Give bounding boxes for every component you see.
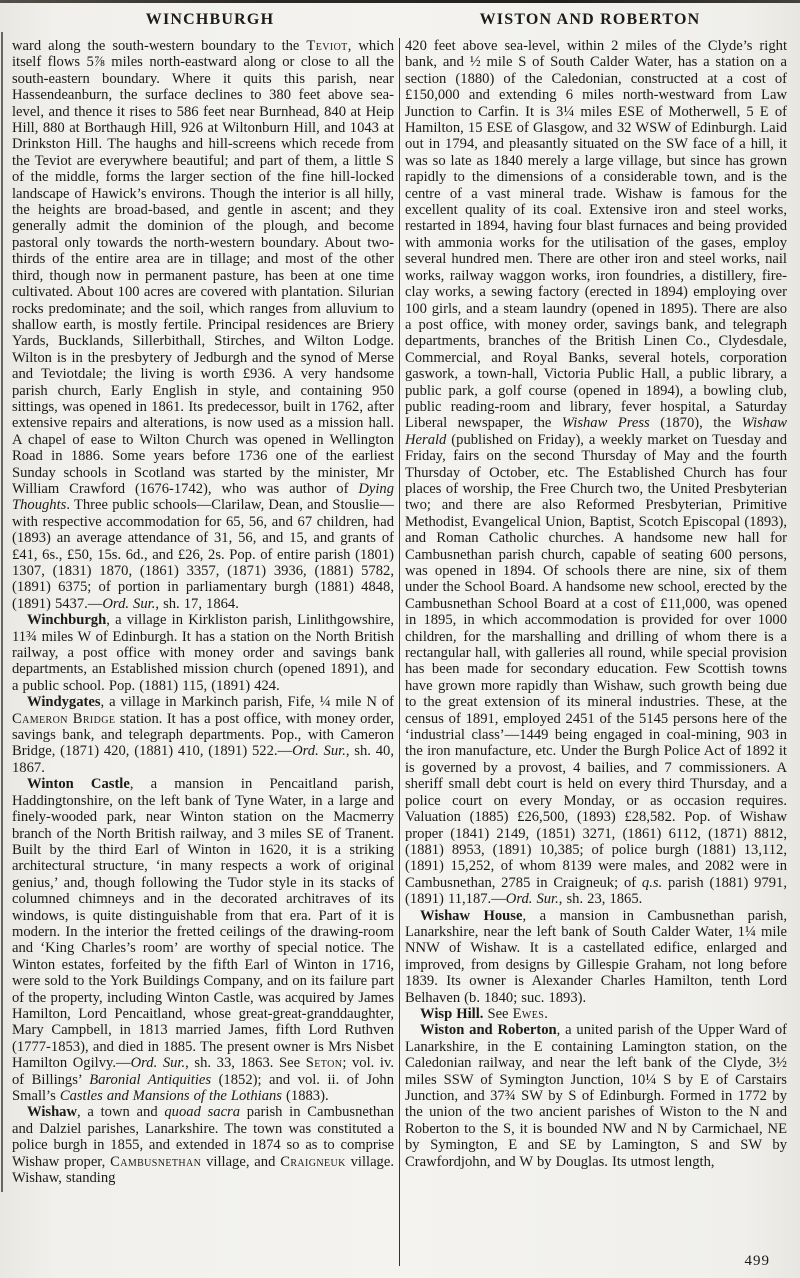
text-run: , sh. 17, 1864.: [155, 595, 239, 612]
paragraph: [405, 908, 787, 1006]
text-block: [12, 38, 790, 1266]
paragraph: [405, 38, 787, 908]
italic-title: q.s.: [641, 874, 663, 891]
scan-edge-top: [0, 0, 800, 3]
paragraph: [12, 612, 394, 694]
column-divider-rule: [399, 38, 400, 1266]
text-run: village, and: [201, 1153, 281, 1170]
right-column: [405, 38, 787, 1266]
text-run: , a town and: [77, 1104, 165, 1121]
text-run: , sh. 40, 1867.: [12, 743, 394, 776]
small-caps-reference: Cameron Bridge: [12, 710, 116, 727]
text-run: ward along the south-western boundary to the: [12, 38, 307, 54]
small-caps-reference: Teviot: [306, 38, 348, 54]
italic-title: Ord. Sur.: [505, 891, 559, 908]
text-run: parish (1881) 9791, (1891) 11,187.—: [405, 874, 788, 908]
italic-title: Ord. Sur.: [130, 1055, 186, 1072]
page-number: 499: [744, 1253, 770, 1269]
text-run: parish in Cambusnethan and Dalziel parishes, Lanarkshire. The town was constituted a police burgh in 1855, and extended in 1874 so as to comprise Wishaw proper,: [12, 1104, 394, 1170]
italic-title: Dying Thoughts: [12, 480, 394, 514]
text-run: , a mansion in Pencaitland parish, Haddingtonshire, on the left bank of Tyne Water, in a large and finely-wooded park, near Winton station on the Macmerry branch of the North British railway, and 3 miles SE of Tranent. Built by the third Earl of Winton in 1620, it is a striking architectural structure, ‘in many respects a work of original genius,’ and, though following the Tudor style in its stacks of columned chimneys and in the decorated architraves of its windows, is quite distinguishable from that era. Part of it is modern. In the interior the fretted ceilings of the drawing-room and ‘King Charles’s room’ are worthy of special notice. The Winton estates, forfeited by the fifth Earl of Winton in 1716, were sold to the York Buildings Company, and on its failure part of the property, including Winton Castle, was acquired by James Hamilton, Lord Pencaitland, whose great-great-granddaughter, Mary Campbell, in 1813 married James, fifth Lord Ruthven (1777-1853), and died in 1885. The present owner is Mrs Nisbet Hamilton Ogilvy.—: [12, 776, 394, 1072]
text-run: (1870), the: [649, 415, 742, 432]
small-caps-reference: Seton: [305, 1055, 343, 1072]
paragraph: [12, 38, 394, 612]
scan-edge-left: [1, 32, 3, 1192]
entry-name: Windygates: [27, 694, 101, 711]
text-run: (1883).: [281, 1088, 329, 1104]
text-run: , a village in Kirkliston parish, Linlithgowshire, 11¾ miles W of Edinburgh. It has a station on the North British railway, a post office with money order and savings bank departments, an Established mission church (opened 1891), and a public school. Pop. (1881) 115, (1891) 424.: [12, 612, 394, 694]
text-run: , which itself flows 5⅞ miles north-eastward along or close to all the south-eastern boundary. Where it quits this parish, near Hassendeanburn, the surface declines to 380 feet above sea-level, and thence it rises to 586 feet near Burnhead, 840 at Heip Hill, 880 at Borthaugh Hill, 926 at Wiltonburn Hill, and 1043 at Drinkston Hill. The haughs and hill-screens which recede from the Teviot are everywhere beautiful; and part of them, a little S of the middle, forms the larger section of the fine hill-locked landscape of Hawick’s environs. Though the interior is all hilly, the heights are broad-based, and gentle in ascent; and they generally admit the dominion of the plough, and become pastoral only towards the north-western boundary. About two-thirds of the entire area are in tillage; and most of the other third, though now in permanent pasture, has been at one time cultivated. About 100 acres are covered with plantation. Silurian rocks predominate; and the soil, which ranges from alluvium to shallow earth, is mostly fertile. Principal residences are Briery Yards, Bucklands, Sillerbithall, Stirches, and Wilton Lodge. Wilton is in the presbytery of Jedburgh and the synod of Merse and Teviotdale; the living is worth £936. A very handsome parish church, Early English in style, and containing 950 sittings, was opened in 1861. Its predecessor, built in 1762, after extensive repairs and alterations, is now used as a mission hall. A chapel of ease to Wilton Church was opened in Wellington Road in 1886. Some years before 1736 one of the earliest Sunday schools in Scotland was started by the minister, Mr William Crawford (1676-1742), who was author of: [12, 38, 394, 497]
italic-title: Wishaw Press: [561, 415, 650, 432]
text-run: (published on Friday), a weekly market on Tuesday and Friday, fairs on the second Thursday of May and the fourth Thursday of October, etc. The Established Church has four places of worship, the Free Church two, the United Presbyterian two; and there are also Reformed Presbyterian, Primitive Methodist, Evangelical Union, Baptist, Scotch Episcopal (1893), and Roman Catholic churches. A handsome new hall for Cambusnethan parish church, capable of seating 600 persons, was opened in 1894. Of schools there are nine, six of them under the School Board. A handsome new school, erected by the Cambusnethan School Board at a cost of £11,000, was opened in 1895, in which accommodation is provided for over 1000 children, for the marshalling and drilling of whom there is a rectangular hall, with galleries all round, while special provision has been made for secondary education. Few Scottish towns have grown more rapidly than Wishaw, such growth being due to the great extension of its mineral industries. These, at the census of 1891, employed 2451 of the 5145 persons here of the ‘industrial class’—1449 being engaged in coal-mining, 903 in the iron manufacture, etc. Under the Burgh Police Act of 1892 it is governed by a provost, 4 bailies, and 7 commissioners. A sheriff small debt court is held on every third Thursday, and a police court on every Monday, or as occasion requires. Valuation (1885) £26,500, (1893) £28,582. Pop. of Wishaw proper (1841) 2149, (1851) 3271, (1861) 6112, (1871) 8812, (1881) 8953, (1891) 10,385; of police burgh (1881) 13,112, (1891) 15,252, of whom 8139 were males, and 2082 were in Cambusnethan, 2785 in Craigneuk; of: [405, 431, 787, 891]
italic-title: Baronial Antiquities: [89, 1071, 212, 1088]
entry-name: Wiston and Roberton: [420, 1022, 557, 1039]
paragraph: [405, 1022, 787, 1170]
text-run: , a united parish of the Upper Ward of Lanarkshire, in the E containing Lamington station, on the Caledonian railway, and near the left bank of the Clyde, 3½ miles SSW of Symington Junction, 10¼ S by E of Carstairs Junction, and 37¾ SW by S of Edinburgh. Formed in 1772 by the union of the two ancient parishes of Wiston to the N and Roberton to the S, it is bounded NW and N by Carmichael, NE by Symington, E and SE by Lamington, S and SW by Crawfordjohn, and W by Douglas. Its utmost length,: [405, 1022, 787, 1170]
italic-title: quoad sacra: [164, 1104, 241, 1121]
left-column: [12, 38, 394, 1266]
running-head-left: WINCHBURGH: [145, 11, 275, 28]
paragraph: [12, 776, 394, 1104]
small-caps-reference: Ewes: [512, 1005, 545, 1022]
paragraph: [12, 1104, 394, 1186]
text-run: (1852); and vol. ii. of John Small’s: [12, 1071, 394, 1104]
italic-title: Castles and Mansions of the Lothians: [59, 1088, 282, 1104]
paragraph: [12, 694, 394, 776]
running-head-right: WISTON AND ROBERTON: [479, 11, 701, 28]
text-run: See: [483, 1005, 513, 1022]
text-run: .: [544, 1005, 548, 1022]
text-run: , a village in Markinch parish, Fife, ¼ mile N of: [100, 694, 394, 711]
paragraph: [405, 1006, 787, 1022]
text-run: ; vol. iv. of Billings’: [12, 1055, 394, 1088]
text-run: , sh. 33, 1863. See: [185, 1055, 306, 1072]
text-run: 420 feet above sea-level, within 2 miles of the Clyde’s right bank, and ½ mile S of South Calder Water, has a station on a section (1880) of the Caledonian, constructed at a cost of £150,000 and extending 6 miles north-westward from Law Junction to Carfin. It is 3¼ miles ESE of Motherwell, 5 E of Hamilton, 15 ESE of Glasgow, and 32 WSW of Edinburgh. Laid out in 1794, and pleasantly situated on the SW face of a hill, it was so late as 1840 merely a large village, but since has grown rapidly to the dimensions of a considerable town, and is the centre of a vast mineral trade. Wishaw is famous for the excellent quality of its coal. Extensive iron and steel works, restarted in 1894, having four blast furnaces and being provided with ammonia works for the utilisation of the gases, employ several hundred men. There are other iron and steel works, nail works, railway waggon works, iron foundries, a distillery, fire-clay works, a sewing factory (erected in 1894) employing over 100 girls, and a steam laundry (opened in 1895). There are also a post office, with money order, savings bank, and telegraph departments, branches of the British Linen Co., Clydesdale, Commercial, and Royal Banks, several hotels, corporation gaswork, a town-hall, Victoria Public Hall, a public library, a public park, a golf course (opened in 1894), a bowling club, public reading-room and library, fever hospital, a Saturday Liberal newspaper, the: [405, 38, 787, 432]
entry-name: Winchburgh: [27, 612, 107, 629]
italic-title: Ord. Sur.: [102, 595, 156, 612]
text-run: station. It has a post office, with money order, savings bank, and telegraph departments. Pop., with Cameron Bridge, (1871) 420, (1881) 410, (1891) 522.—: [12, 710, 394, 760]
italic-title: Wishaw Herald: [405, 415, 788, 448]
text-run: , sh. 23, 1865.: [558, 891, 643, 908]
text-run: . Three public schools—Clarilaw, Dean, and Stouslie—with respective accommodation for 65, 56, and 67 children, had (1893) an average attendance of 31, 56, and 15, and grants of £41, 6s., £50, 15s. 6d., and £26, 2s. Pop. of entire parish (1801) 1307, (1831) 1870, (1861) 3357, (1871) 3936, (1881) 5782, (1891) 6375; of portion in parliamentary burgh (1881) 4848, (1891) 5437.—: [12, 497, 394, 612]
entry-name: Wishaw: [27, 1104, 78, 1121]
italic-title: Ord. Sur.: [292, 743, 346, 760]
small-caps-reference: Craigneuk: [280, 1153, 346, 1170]
small-caps-reference: Cambusnethan: [110, 1153, 202, 1170]
entry-name: Winton Castle: [27, 776, 130, 793]
text-run: , a mansion in Cambusnethan parish, Lanarkshire, near the left bank of South Calder Water, 1¼ mile NNW of Wishaw. It is a castellated edifice, enlarged and improved, from designs by Gillespie Graham, not long before 1839. Its owner is Alexander Charles Hamilton, tenth Lord Belhaven (b. 1840; suc. 1893).: [405, 907, 787, 1006]
entry-name: Wishaw House: [420, 907, 523, 924]
text-run: village. Wishaw, standing: [12, 1153, 394, 1187]
entry-name: Wisp Hill.: [420, 1005, 484, 1022]
